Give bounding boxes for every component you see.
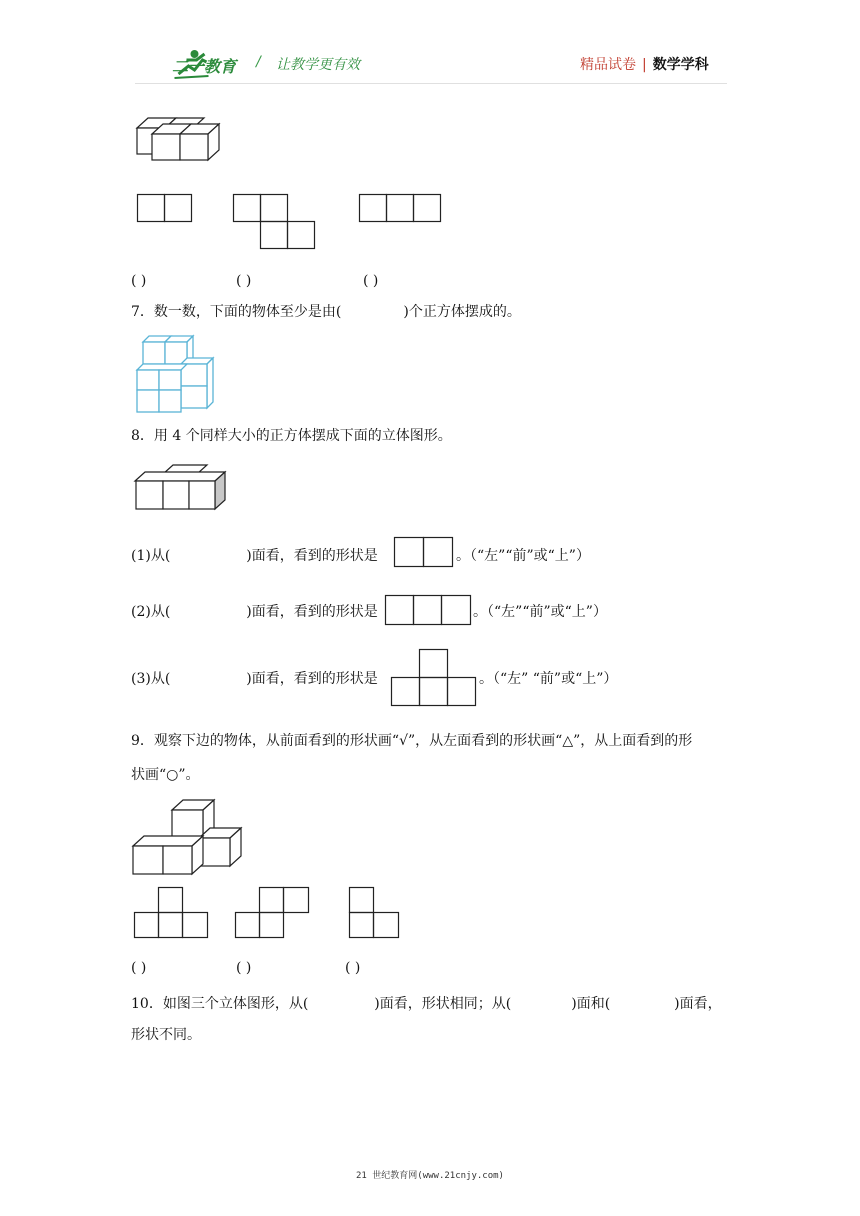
q8-part-1 [131, 546, 378, 566]
q8-part-3-hint: 。（“左” “前”或“上”） [479, 671, 618, 687]
q8-part-2 [131, 602, 378, 622]
q8-part-3-mid: )面看，看到的形状是 [246, 671, 378, 687]
q7-before: 数一数，下面的物体至少是由( [153, 304, 342, 320]
header-right [580, 54, 709, 74]
q8-part-1-hint: 。（“左”“前”或“上”） [456, 548, 590, 564]
q8-cube-figure [135, 462, 227, 512]
q9-view-c [349, 887, 401, 939]
q8-part-3-label: (3)从( [131, 671, 171, 687]
q9-answer-1[interactable]: ( ) [131, 960, 147, 976]
page-footer: 21 世纪教育网(www.21cnjy.com) [356, 1171, 504, 1181]
q9-view-a [134, 887, 210, 939]
q8-part-2-shape [385, 595, 473, 625]
q8-stem: 用 4 个同样大小的正方体摆成下面的立体图形。 [153, 428, 452, 444]
q9-view-b [235, 887, 311, 939]
q7-cube-figure [133, 334, 217, 416]
q9-answer-3[interactable]: ( ) [345, 960, 361, 976]
q10-line-1 [131, 994, 722, 1014]
brand-name: 二一教育 [172, 57, 237, 76]
q8-part-2-mid: )面看，看到的形状是 [246, 604, 378, 620]
q7-after: )个正方体摆成的。 [403, 304, 521, 320]
q6-answer-3[interactable]: ( ) [363, 273, 379, 289]
q9-number: 9． [131, 733, 154, 749]
q10-part-3: )面和( [571, 996, 611, 1012]
header-separator: / [256, 54, 261, 70]
header-divider: | [642, 57, 647, 73]
q6-answer-1[interactable]: ( ) [131, 273, 147, 289]
subject-label: 数学学科 [652, 57, 709, 73]
q8-part-1-label: (1)从( [131, 548, 171, 564]
q9-line-1 [131, 731, 692, 751]
q8-part-3 [131, 669, 378, 689]
q9-answer-2[interactable]: ( ) [236, 960, 252, 976]
q8-text [131, 426, 452, 446]
q8-part-2-hint: 。（“左”“前”或“上”） [473, 604, 607, 620]
q9-stem-1: 观察下边的物体，从前面看到的形状画“√”，从左面看到的形状画“△”，从上面看到的形 [153, 733, 693, 749]
q7-number: 7． [131, 304, 154, 320]
q6-cube-figure [130, 112, 230, 168]
q8-part-3-shape [391, 649, 477, 707]
q10-part-2: )面看，形状相同；从( [374, 996, 512, 1012]
q8-part-2-label: (2)从( [131, 604, 171, 620]
q7-text [131, 302, 521, 322]
q8-number: 8． [131, 428, 154, 444]
q10-number: 10． [131, 996, 163, 1012]
q9-line-2: 状画“○”。 [131, 767, 200, 783]
q10-part-4: )面看， [674, 996, 722, 1012]
q6-answer-2[interactable]: ( ) [236, 273, 252, 289]
brand-slogan: 让教学更有效 [276, 57, 360, 73]
q8-part-1-shape [394, 537, 454, 567]
header-rule [135, 83, 727, 84]
q6-view-b [233, 194, 317, 250]
q10-part-1: 如图三个立体图形，从( [162, 996, 309, 1012]
q6-view-a [137, 194, 193, 222]
q10-line-2: 形状不同。 [131, 1027, 201, 1043]
q9-cube-figure [130, 798, 246, 878]
premium-label: 精品试卷 [580, 57, 636, 73]
q6-view-c [359, 194, 443, 222]
q8-part-1-mid: )面看，看到的形状是 [246, 548, 378, 564]
